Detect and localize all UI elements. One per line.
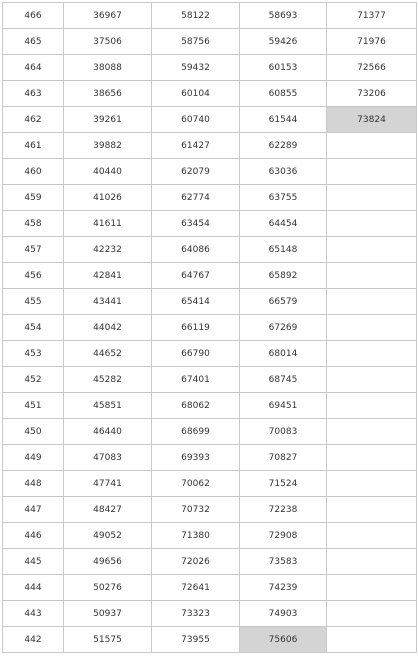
score-cell: 461: [3, 133, 64, 159]
cell-col-3: 68014: [240, 341, 327, 367]
cell-col-3: 65892: [240, 263, 327, 289]
cell-col-1: 43441: [64, 289, 152, 315]
cell-col-4: 71976: [327, 29, 417, 55]
cell-col-4: [327, 237, 417, 263]
cell-col-2: 66790: [152, 341, 240, 367]
cell-col-1: 37506: [64, 29, 152, 55]
table-row: [3, 627, 417, 653]
cell-col-3: 61544: [240, 107, 327, 133]
cell-col-4: [327, 523, 417, 549]
cell-col-3: 67269: [240, 315, 327, 341]
cell-col-2: 66119: [152, 315, 240, 341]
score-cell: 464: [3, 55, 64, 81]
cell-col-3: 75606: [240, 627, 327, 653]
cell-col-3: 66579: [240, 289, 327, 315]
cell-col-3: 58693: [240, 3, 327, 29]
cell-col-2: 58756: [152, 29, 240, 55]
score-rank-table: [2, 2, 417, 653]
table-row: [3, 419, 417, 445]
cell-col-1: 45851: [64, 393, 152, 419]
cell-col-2: 62774: [152, 185, 240, 211]
table-row: [3, 393, 417, 419]
cell-col-4: [327, 263, 417, 289]
cell-col-3: 70827: [240, 445, 327, 471]
cell-col-2: 68062: [152, 393, 240, 419]
score-cell: 456: [3, 263, 64, 289]
cell-col-2: 64767: [152, 263, 240, 289]
cell-col-2: 71380: [152, 523, 240, 549]
score-cell: 459: [3, 185, 64, 211]
cell-col-1: 41026: [64, 185, 152, 211]
cell-col-4: [327, 419, 417, 445]
table-row: [3, 601, 417, 627]
cell-col-4: 73206: [327, 81, 417, 107]
score-cell: 460: [3, 159, 64, 185]
cell-col-4: [327, 471, 417, 497]
cell-col-1: 47741: [64, 471, 152, 497]
cell-col-3: 65148: [240, 237, 327, 263]
score-cell: 443: [3, 601, 64, 627]
score-cell: 463: [3, 81, 64, 107]
cell-col-3: 60153: [240, 55, 327, 81]
cell-col-4: [327, 341, 417, 367]
cell-col-1: 41611: [64, 211, 152, 237]
cell-col-1: 44652: [64, 341, 152, 367]
score-cell: 458: [3, 211, 64, 237]
cell-col-4: [327, 393, 417, 419]
score-cell: 457: [3, 237, 64, 263]
cell-col-3: 63755: [240, 185, 327, 211]
table-row: [3, 3, 417, 29]
cell-col-4: [327, 445, 417, 471]
cell-col-2: 70732: [152, 497, 240, 523]
score-cell: 455: [3, 289, 64, 315]
table-row: [3, 497, 417, 523]
cell-col-4: [327, 575, 417, 601]
score-cell: 442: [3, 627, 64, 653]
cell-col-1: 42841: [64, 263, 152, 289]
cell-col-3: 73583: [240, 549, 327, 575]
cell-col-4: [327, 601, 417, 627]
cell-col-4: [327, 627, 417, 653]
cell-col-3: 71524: [240, 471, 327, 497]
score-cell: 466: [3, 3, 64, 29]
cell-col-2: 60104: [152, 81, 240, 107]
cell-col-3: 60855: [240, 81, 327, 107]
table-row: [3, 185, 417, 211]
cell-col-1: 42232: [64, 237, 152, 263]
cell-col-1: 45282: [64, 367, 152, 393]
cell-col-1: 38656: [64, 81, 152, 107]
table-row: [3, 367, 417, 393]
cell-col-3: 69451: [240, 393, 327, 419]
table-row: [3, 315, 417, 341]
cell-col-2: 58122: [152, 3, 240, 29]
cell-col-1: 49052: [64, 523, 152, 549]
cell-col-4: 73824: [327, 107, 417, 133]
cell-col-1: 44042: [64, 315, 152, 341]
cell-col-3: 72908: [240, 523, 327, 549]
score-cell: 453: [3, 341, 64, 367]
cell-col-3: 68745: [240, 367, 327, 393]
cell-col-2: 72026: [152, 549, 240, 575]
table-row: [3, 81, 417, 107]
cell-col-1: 48427: [64, 497, 152, 523]
cell-col-1: 51575: [64, 627, 152, 653]
cell-col-2: 72641: [152, 575, 240, 601]
cell-col-3: 64454: [240, 211, 327, 237]
table-row: [3, 549, 417, 575]
cell-col-1: 39261: [64, 107, 152, 133]
cell-col-2: 61427: [152, 133, 240, 159]
table-row: [3, 29, 417, 55]
cell-col-2: 62079: [152, 159, 240, 185]
cell-col-2: 67401: [152, 367, 240, 393]
cell-col-3: 72238: [240, 497, 327, 523]
cell-col-1: 46440: [64, 419, 152, 445]
table-row: [3, 263, 417, 289]
table-row: [3, 289, 417, 315]
cell-col-2: 60740: [152, 107, 240, 133]
cell-col-4: 72566: [327, 55, 417, 81]
score-cell: 462: [3, 107, 64, 133]
cell-col-1: 49656: [64, 549, 152, 575]
table-row: [3, 237, 417, 263]
cell-col-2: 73955: [152, 627, 240, 653]
cell-col-4: 71377: [327, 3, 417, 29]
cell-col-4: [327, 549, 417, 575]
cell-col-3: 62289: [240, 133, 327, 159]
cell-col-4: [327, 367, 417, 393]
table-body: [3, 3, 417, 653]
cell-col-2: 65414: [152, 289, 240, 315]
cell-col-1: 40440: [64, 159, 152, 185]
table-row: [3, 55, 417, 81]
score-cell: 454: [3, 315, 64, 341]
cell-col-4: [327, 185, 417, 211]
score-cell: 446: [3, 523, 64, 549]
cell-col-2: 70062: [152, 471, 240, 497]
cell-col-2: 68699: [152, 419, 240, 445]
score-cell: 450: [3, 419, 64, 445]
table-row: [3, 159, 417, 185]
cell-col-2: 73323: [152, 601, 240, 627]
cell-col-1: 50937: [64, 601, 152, 627]
table-row: [3, 471, 417, 497]
cell-col-1: 39882: [64, 133, 152, 159]
table-row: [3, 211, 417, 237]
score-cell: 444: [3, 575, 64, 601]
cell-col-4: [327, 211, 417, 237]
cell-col-2: 59432: [152, 55, 240, 81]
score-cell: 447: [3, 497, 64, 523]
cell-col-2: 64086: [152, 237, 240, 263]
cell-col-1: 47083: [64, 445, 152, 471]
table-row: [3, 341, 417, 367]
cell-col-3: 63036: [240, 159, 327, 185]
cell-col-2: 63454: [152, 211, 240, 237]
cell-col-3: 70083: [240, 419, 327, 445]
table-row: [3, 133, 417, 159]
table-row: [3, 575, 417, 601]
cell-col-1: 38088: [64, 55, 152, 81]
cell-col-1: 36967: [64, 3, 152, 29]
cell-col-3: 74239: [240, 575, 327, 601]
cell-col-4: [327, 315, 417, 341]
score-cell: 448: [3, 471, 64, 497]
cell-col-4: [327, 289, 417, 315]
cell-col-4: [327, 159, 417, 185]
cell-col-2: 69393: [152, 445, 240, 471]
cell-col-4: [327, 133, 417, 159]
cell-col-1: 50276: [64, 575, 152, 601]
cell-col-3: 59426: [240, 29, 327, 55]
table-row: [3, 107, 417, 133]
table-row: [3, 523, 417, 549]
cell-col-3: 74903: [240, 601, 327, 627]
table-row: [3, 445, 417, 471]
score-cell: 452: [3, 367, 64, 393]
score-cell: 445: [3, 549, 64, 575]
score-cell: 451: [3, 393, 64, 419]
score-cell: 449: [3, 445, 64, 471]
cell-col-4: [327, 497, 417, 523]
score-cell: 465: [3, 29, 64, 55]
